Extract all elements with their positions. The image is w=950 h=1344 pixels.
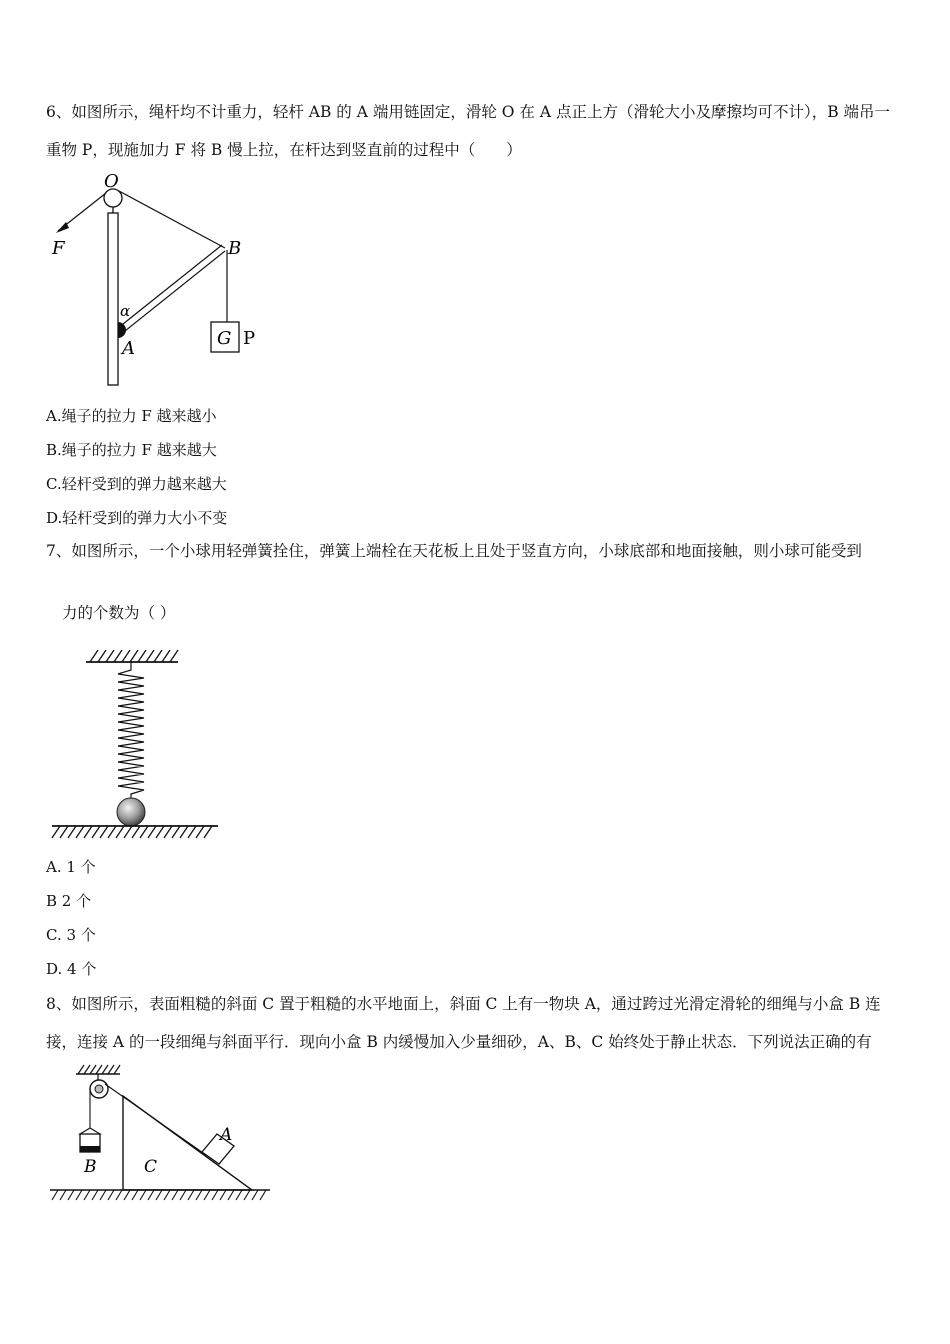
q6-label-O: O bbox=[104, 171, 119, 192]
q6-option-c: C.轻杆受到的弹力越来越大 bbox=[46, 475, 227, 493]
q8-figure bbox=[46, 1062, 276, 1207]
q7-option-b: B 2 个 bbox=[46, 892, 92, 910]
q6-label-G: G bbox=[217, 328, 232, 349]
q8-label-B: B bbox=[84, 1157, 97, 1177]
q6-figure bbox=[46, 168, 286, 393]
q6-stem-line1: 6、如图所示，绳杆均不计重力，轻杆 AB 的 A 端用链固定，滑轮 O 在 A 点正上方（滑轮大小及摩擦均可不计），B 端吊一 bbox=[46, 103, 891, 121]
q6-option-b: B.绳子的拉力 F 越来越大 bbox=[46, 441, 217, 459]
q8-label-A: A bbox=[220, 1125, 233, 1145]
q7-figure bbox=[46, 642, 226, 842]
q6-label-B: B bbox=[228, 238, 242, 259]
q7-stem-line1: 7、如图所示，一个小球用轻弹簧拴住，弹簧上端栓在天花板上且处于竖直方向，小球底部和地面接触，则小球可能受到 bbox=[46, 542, 862, 560]
q7-option-a: A. 1 个 bbox=[46, 858, 96, 876]
q6-label-A: A bbox=[122, 338, 135, 359]
q6-label-F: F bbox=[52, 238, 65, 259]
q7-stem-line2: 力的个数为（ ） bbox=[62, 604, 176, 622]
q6-label-alpha: α bbox=[120, 302, 131, 320]
q6-option-a: A.绳子的拉力 F 越来越小 bbox=[46, 407, 217, 425]
q8-stem-line2: 接，连接 A 的一段细绳与斜面平行．现向小盒 B 内缓慢加入少量细砂，A、B、C 始终处于静止状态．下列说法正确的有 bbox=[46, 1033, 872, 1051]
q6-option-d: D.轻杆受到的弹力大小不变 bbox=[46, 509, 228, 527]
q6-stem-line2: 重物 P，现施加力 F 将 B 慢上拉，在杆达到竖直前的过程中（ ） bbox=[46, 141, 522, 159]
q8-stem-line1: 8、如图所示，表面粗糙的斜面 C 置于粗糙的水平地面上，斜面 C 上有一物块 A，通过跨过光滑定滑轮的细绳与小盒 B 连 bbox=[46, 995, 881, 1013]
q8-label-C: C bbox=[144, 1157, 158, 1177]
q7-option-d: D. 4 个 bbox=[46, 960, 97, 978]
q6-label-P: P bbox=[243, 328, 256, 349]
q7-option-c: C. 3 个 bbox=[46, 926, 96, 944]
